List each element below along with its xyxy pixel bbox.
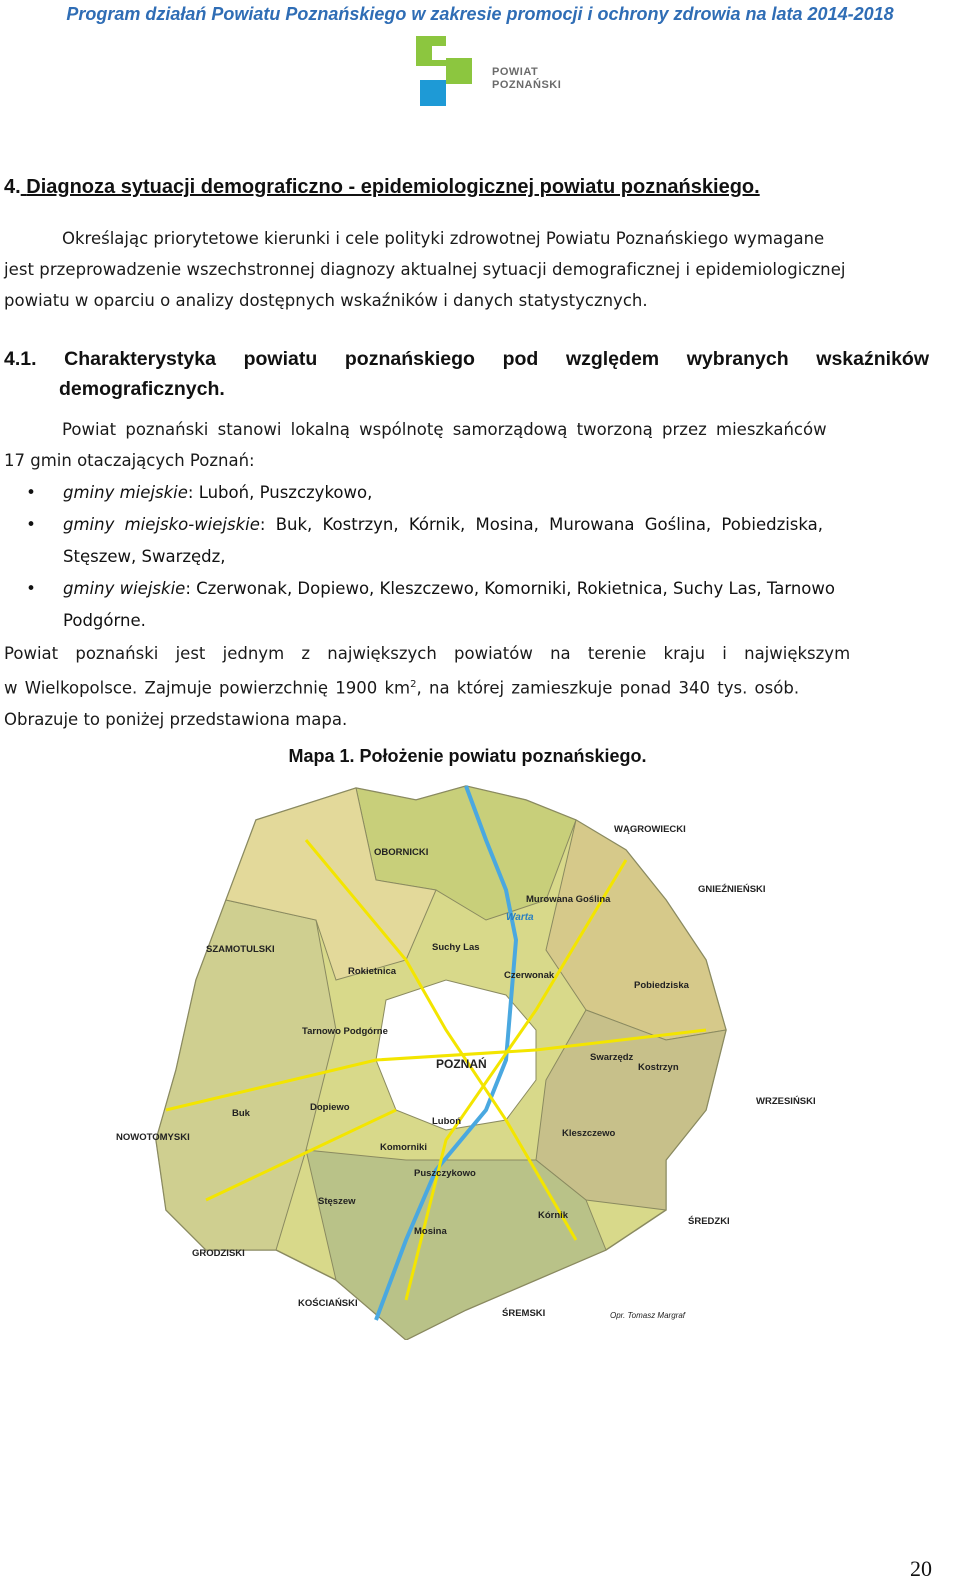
label-lubon: Luboń (432, 1116, 462, 1127)
label-tarnowo: Tarnowo Podgórne (302, 1026, 388, 1037)
section-heading (4, 176, 760, 199)
heading-word: poznańskiego (344, 348, 475, 370)
heading-word: względem (565, 348, 660, 370)
para-line: , na której zamieszkuje ponad 340 tys. osób. (416, 678, 800, 698)
label-wrzesinski: WRZESIŃSKI (756, 1096, 816, 1107)
label-czerwonak: Czerwonak (504, 970, 555, 981)
gminy-list (4, 477, 929, 637)
logo-text-1: POWIAT (492, 66, 539, 78)
list-item: • gminy miejskie: Luboń, Puszczykowo, (26, 483, 373, 502)
bullet-label: gminy wiejskie (63, 579, 186, 598)
label-mosina: Mosina (414, 1226, 447, 1237)
section-number: 4. (4, 176, 21, 198)
label-nowotomyski: NOWOTOMYSKI (116, 1132, 190, 1143)
bullet-text: : Buk, Kostrzyn, Kórnik, Mosina, Murowana Goślina, Pobiedziska, (259, 515, 824, 534)
label-gnieznienski: GNIEŹNIEŃSKI (698, 884, 766, 895)
label-murowana: Murowana Goślina (526, 894, 611, 905)
para-line: w Wielkopolsce. Zajmuje powierzchnię 1900 km (4, 678, 411, 698)
list-item: • gminy wiejskie: Czerwonak, Dopiewo, Kleszczewo, Komorniki, Rokietnica, Suchy Las, Tarnowo Podgórne. (4, 573, 929, 637)
label-suchy-las: Suchy Las (432, 942, 480, 953)
description-paragraph (4, 414, 929, 476)
label-grodziski: GRODZISKI (192, 1248, 245, 1259)
para-line: Obrazuje to poniżej przedstawiona mapa. (4, 709, 348, 729)
logo-text-2: POZNAŃSKI (492, 79, 562, 91)
intro-line: powiatu w oparciu o analizy dostępnych wskaźników i danych statystycznych. (4, 291, 648, 310)
label-dopiewo: Dopiewo (310, 1102, 350, 1113)
heading-word: Charakterystyka (64, 348, 216, 370)
bullet-label: gminy miejskie (63, 483, 188, 502)
intro-line: Określając priorytetowe kierunki i cele polityki zdrowotnej Powiatu Poznańskiego wymagane (62, 229, 825, 248)
section-title: Diagnoza sytuacji demograficzno - epidemiologicznej powiatu poznańskiego. (26, 176, 760, 198)
para-line: 17 gmin otaczających Poznań: (4, 451, 255, 470)
label-kostrzyn: Kostrzyn (638, 1062, 679, 1073)
label-buk: Buk (232, 1108, 250, 1119)
para-line: Powiat poznański jest jednym z największych powiatów na terenie kraju i największym (4, 644, 851, 663)
intro-line: jest przeprowadzenie wszechstronnej diagnozy aktualnej sytuacji demograficznej i epidemiologicznej (4, 260, 846, 279)
map-author: Opr. Tomasz Margraf (610, 1311, 685, 1320)
page-number: 20 (910, 1556, 932, 1581)
superscript: 2 (410, 679, 417, 690)
label-pobiedziska: Pobiedziska (634, 980, 689, 991)
area-paragraph (4, 638, 929, 735)
label-szamotulski: SZAMOTULSKI (206, 944, 275, 955)
label-kleszczewo: Kleszczewo (562, 1128, 616, 1139)
bullet-cont: Stęszew, Swarzędz, (63, 547, 226, 566)
label-swarzedz: Swarzędz (590, 1052, 634, 1063)
label-komorniki: Komorniki (380, 1142, 427, 1153)
label-sredzki: ŚREDZKI (688, 1216, 730, 1227)
list-item: • gminy miejsko-wiejskie: Buk, Kostrzyn, Kórnik, Mosina, Murowana Goślina, Pobiedziska, Stęszew, Swarzędz, (4, 509, 929, 573)
label-rokietnica: Rokietnica (348, 966, 397, 977)
bullet-cont: Podgórne. (63, 611, 146, 630)
intro-paragraph (4, 223, 929, 316)
heading-word: 4.1. (4, 348, 37, 370)
heading-line-2: demograficznych. (59, 378, 225, 400)
para-line: Powiat poznański stanowi lokalną wspólnotę samorządową tworzoną przez mieszkańców (62, 420, 827, 439)
label-warta: Warta (506, 912, 534, 923)
label-kornik: Kórnik (538, 1210, 569, 1221)
label-koscianski: KOŚCIAŃSKI (298, 1298, 358, 1309)
label-sremski: ŚREMSKI (502, 1308, 546, 1319)
heading-word: powiatu (243, 348, 318, 370)
label-wagrowiecki: WĄGROWIECKI (614, 824, 686, 835)
subsection-heading (4, 344, 929, 404)
label-poznan: POZNAŃ (436, 1057, 487, 1071)
label-puszczykowo: Puszczykowo (414, 1168, 476, 1179)
document-header: Program działań Powiatu Poznańskiego w zakresie promocji i ochrony zdrowia na lata 2014-2018 (66, 4, 894, 24)
heading-word: wybranych (686, 348, 789, 370)
powiat-logo (416, 36, 586, 108)
map-caption: Mapa 1. Położenie powiatu poznańskiego. (288, 746, 647, 766)
heading-word: pod (502, 348, 539, 370)
poznan-county-map (106, 780, 838, 1340)
label-steszew: Stęszew (318, 1196, 356, 1207)
bullet-text: : Czerwonak, Dopiewo, Kleszczewo, Komorniki, Rokietnica, Suchy Las, Tarnowo (185, 579, 835, 598)
bullet-text: : Luboń, Puszczykowo, (187, 483, 373, 502)
heading-word: wskaźników (816, 348, 929, 370)
label-obornicki: OBORNICKI (374, 847, 429, 858)
bullet-label: gminy miejsko-wiejskie (63, 515, 260, 534)
